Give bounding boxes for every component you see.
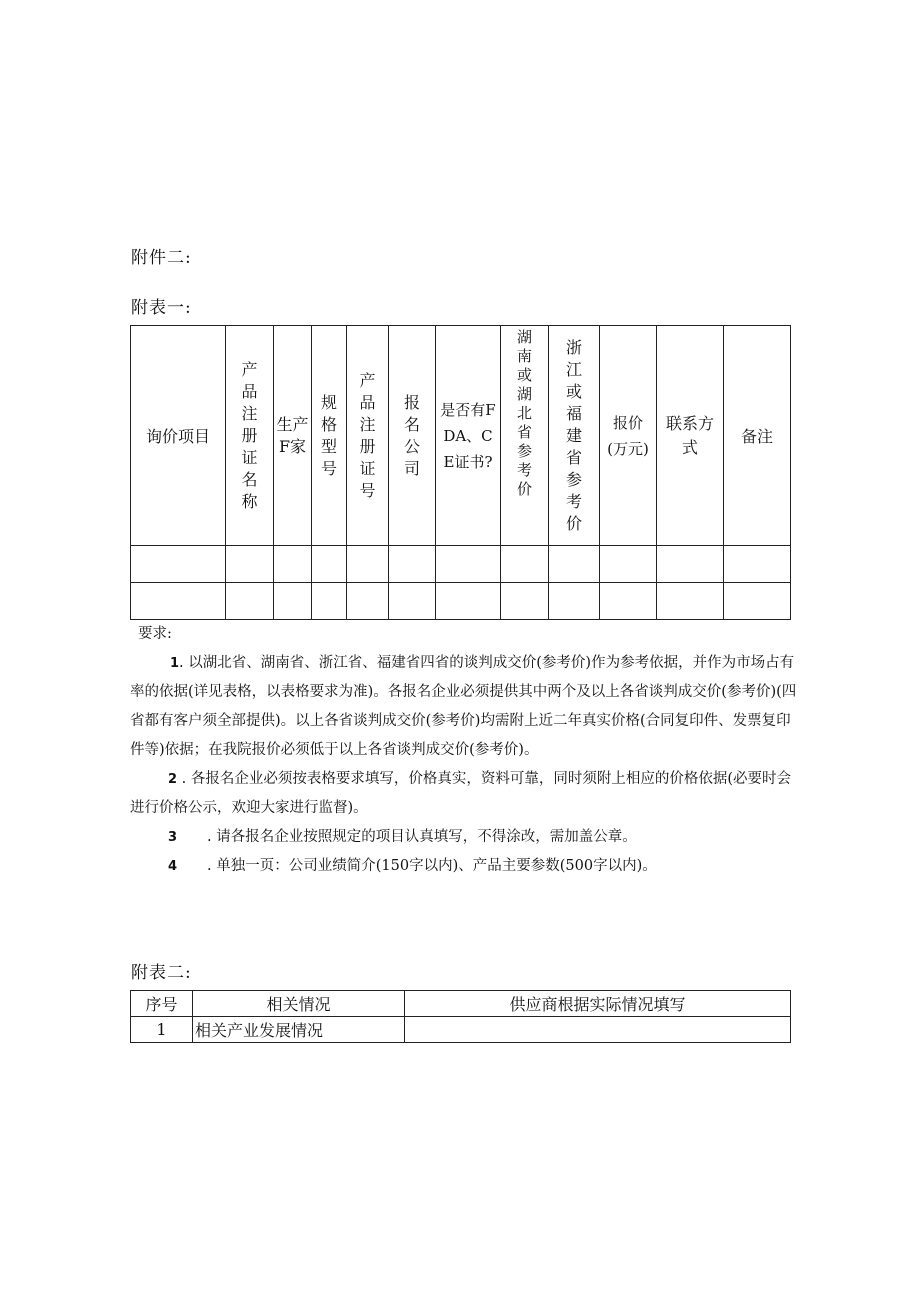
table-cell[interactable] xyxy=(131,583,226,620)
header-seq-no: 序号 xyxy=(131,991,193,1017)
table-cell[interactable] xyxy=(347,583,389,620)
table1-heading: 附表一: xyxy=(131,298,192,318)
header-product-reg-no: 产品注册证号 xyxy=(347,326,389,546)
table-cell[interactable] xyxy=(549,583,600,620)
table-cell[interactable] xyxy=(226,583,274,620)
header-spec-model: 规格型号 xyxy=(312,326,347,546)
table-cell[interactable] xyxy=(724,546,791,583)
header-contact: 联系方式 xyxy=(657,326,724,546)
table-row xyxy=(131,546,791,583)
header-zhejiang-fujian-ref-price: 浙江或福建省参考价 xyxy=(549,326,600,546)
inquiry-table xyxy=(130,325,791,620)
row-related-item: 相关产业发展情况 xyxy=(193,1017,405,1043)
table-cell[interactable] xyxy=(436,546,501,583)
requirements-label: 要求: xyxy=(138,626,172,642)
table-cell[interactable] xyxy=(226,546,274,583)
requirement-item-1: 1. 以湖北省、湖南省、浙江省、福建省四省的谈判成交价(参考价)作为参考依据，并作为市场占有率的依据(详见表格，以表格要求为准)。各报名企业必须提供其中两个及以上各省谈判成交价(参考价)(四省都有客户须全部提供)。以上各省谈判成交价(参考价)均需附上近二年真实价格(合同复印件、发票复印件等)依据；在我院报价必须低于以上各省谈判成交价(参考价)。 xyxy=(130,655,797,758)
header-inquiry-item: 询价项目 xyxy=(131,326,226,546)
row-seq-no: 1 xyxy=(131,1017,193,1043)
table-row xyxy=(131,583,791,620)
header-related-situation: 相关情况 xyxy=(193,991,405,1017)
table-cell[interactable] xyxy=(657,546,724,583)
table1-header-row xyxy=(131,326,791,546)
table-cell[interactable] xyxy=(436,583,501,620)
table-cell[interactable] xyxy=(600,546,657,583)
table-cell[interactable] xyxy=(600,583,657,620)
header-remarks: 备注 xyxy=(724,326,791,546)
row-supplier-fill-cell[interactable] xyxy=(405,1017,791,1043)
header-fda-ce: 是否有FDA、CE证书? xyxy=(436,326,501,546)
table2-heading: 附表二: xyxy=(131,963,192,983)
table-cell[interactable] xyxy=(549,546,600,583)
requirements-section xyxy=(130,620,798,881)
table-cell[interactable] xyxy=(501,583,549,620)
header-hunan-hubei-ref-price: 湖南或湖北省参考价 xyxy=(501,326,549,546)
header-applicant-company: 报名公司 xyxy=(389,326,436,546)
supplier-info-table xyxy=(130,990,791,1043)
table-cell[interactable] xyxy=(657,583,724,620)
requirement-item-2: 2 . 各报名企业必须按表格要求填写，价格真实，资料可靠，同时须附上相应的价格依据(必要时会进行价格公示，欢迎大家进行监督)。 xyxy=(130,771,792,816)
table-cell[interactable] xyxy=(312,583,347,620)
header-product-reg-name: 产品注册证名称 xyxy=(226,326,274,546)
requirement-item-3: 3 . 请各报名企业按照规定的项目认真填写，不得涂改，需加盖公章。 xyxy=(168,829,637,845)
table-cell[interactable] xyxy=(274,583,312,620)
table2-header-row xyxy=(131,991,791,1017)
requirement-item-4: 4 . 单独一页：公司业绩简介(150字以内)、产品主要参数(500字以内)。 xyxy=(168,858,657,874)
table-cell[interactable] xyxy=(312,546,347,583)
table-cell[interactable] xyxy=(131,546,226,583)
table-cell[interactable] xyxy=(347,546,389,583)
attachment-heading: 附件二: xyxy=(131,248,192,268)
table-cell[interactable] xyxy=(724,583,791,620)
table-cell[interactable] xyxy=(501,546,549,583)
table-cell[interactable] xyxy=(274,546,312,583)
table-cell[interactable] xyxy=(389,583,436,620)
table-cell[interactable] xyxy=(389,546,436,583)
header-manufacturer: 生产F家 xyxy=(274,326,312,546)
header-quote: 报价(万元) xyxy=(600,326,657,546)
header-supplier-fill: 供应商根据实际情况填写 xyxy=(405,991,791,1017)
table-row xyxy=(131,1017,791,1043)
